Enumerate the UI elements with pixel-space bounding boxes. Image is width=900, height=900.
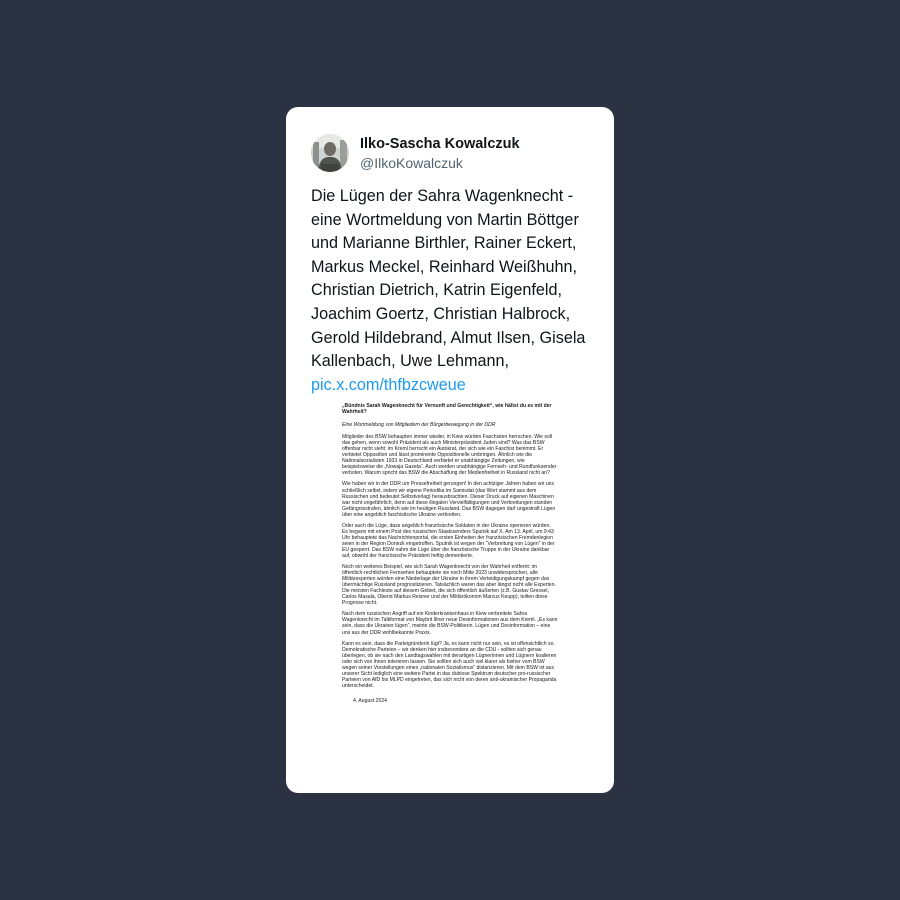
document-title: „Bündnis Sarah Wagenknecht für Vernunft und Gerechtigkeit“, wie hältst du es mit der Wahrheit? [342, 403, 552, 416]
tweet-text: Die Lügen der Sahra Wagenknecht - eine Wortmeldung von Martin Böttger und Marianne Birthler, Rainer Eckert, Markus Meckel, Reinhard Weißhuhn, Christian Dietrich, Katrin Eigenfeld, Joachim Goertz, Christian Halbrock, Gerold Hildebrand, Almut Ilsen, Gisela Kallenbach, Uwe Lehmann, [311, 187, 586, 371]
document-date: 4. August 2024 [353, 697, 387, 704]
attached-document-image[interactable] [342, 403, 558, 709]
tweet-header [311, 133, 520, 173]
author-handle[interactable]: @IlkoKowalczuk [360, 154, 463, 171]
tweet-media-link[interactable]: pic.x.com/thfbzcweue [311, 375, 466, 394]
profile-photo-icon[interactable] [311, 134, 349, 172]
document-paragraph: Noch ein weiteres Beispiel, wie sich Sarah Wagenknecht von der Wahrheit entfernt: im öffentlich-rechtlichen Fernsehen behauptete sie noch Mitte 2023 unwidersprochen, alle Militärexperten würden eine Niederlage der Ukraine in ihrem Verteidigungskampf gegen das übermächtige Russland prognostizieren. Tatsächlich waren das aber längst nicht alle Experten. Die meisten Fachleute auf diesem Gebiet, die sich öffentlich äußerten (z.B. Gustav Gressel, Carlos Masala, Oberst Markus Reisner und der Militärökonom Marcus Keupp), teilten diese Prognose nicht. [342, 564, 556, 607]
document-paragraph: Mitglieder des BSW behaupten immer wieder, in Kiew würden Faschisten herrschen. Wie soll das gehen, wenn sowohl Präsident als auch Ministerpräsident Juden sind? Was das BSW offenbar nicht sieht: im Kreml herrscht ein Autokrat, der sich wie ein Faschist benimmt. Er verbietet Opposition und lässt prominente Oppositionelle umbringen. Ähnlich wie die Nationalsozialisten 1933 in Deutschland verbietet er unabhängige Zeitungen, wie beispielsweise die „Nowaja Gazeta“. Auch werden unabhängige Fernseh- und Rundfunksender verboten. Warum spricht das BSW die Abschaffung der Medienfreiheit in Russland nicht an? [342, 434, 557, 477]
document-paragraph: Wie haben wir in der DDR um Pressefreiheit gerungen! In den achtziger Jahren haben wir uns schließlich selbst, indem wir eigene Periodika im Samisdat (das Wort stammt aus dem Russischen und bedeutet Selbstverlag) herausbrachten. Dieser Druck auf eigenen Maschinen war nicht ungefährlich, denn auf diese illegalen Vervielfältigungen und Verbreitungen standen Gefängnisstrafen, ähnlich wie im heutigen Russland. Das BSW dagegen darf ungestraft Lügen über eine angeblich faschistische Ukraine verbreiten. [342, 481, 556, 518]
document-paragraph: Kann es sein, dass die Parteigründerin lügt? Ja, es kann nicht nur sein, es ist offensichtlich so. Demokratische Parteien – wir denken hier insbesondere an die CDU - sollten sich genau überlegen, ob sie nach den Landtagswahlen mit derartigen Lügnerinnen und Lügnern koalieren oder sich von ihnen tolerieren lassen. Sie sollten sich auch viel klarer als bisher vom BSW wegen seiner Vorstellungen eines „nationalen Sozialismus“ distanzieren. Mit dem BSW ist aus unserer Sicht lediglich eine weitere Partei in das dubiose Spektrum deutscher pro-russischer Parteien von AfD bis MLPD eingetreten, das sich nicht von deren anti-ukrainischer Propaganda unterscheidet. [342, 640, 557, 689]
avatar-image [311, 134, 349, 172]
document-paragraph: Oder auch die Lüge, dass angeblich französische Soldaten in der Ukraine operieren würden. Es begann mit einem Post des russischen Staatssenders Sputnik auf X. Am 13. April, um 9:43 Uhr behauptete das Nachrichtenportal, die ersten Einheiten der französischen Fremdenlegion seien in der Region Donezk eingetroffen. Sputnik ist wegen der “Verbreitung von Lügen” in der EU gesperrt. Das BSW nahm die Lüge über die französische Truppe in der Ukraine dankbar auf, obwohl der französische Präsident heftig dementierte. [342, 522, 555, 559]
document-paragraph: Nach dem russischen Angriff auf ein Kinderkrankenhaus in Kiew verbreitete Sahra Wagenknecht im Talkformat von Maybrit Illner neue Desinformationen aus dem Kreml. „Es kann sein, dass die Ukrainer lügen“, meinte die BSW-Politikerin. Lügen und Desinformation – eine uns aus der DDR wohlbekannte Praxis. [342, 611, 558, 636]
document-subtitle: Eine Wortmeldung von Mitgliedern der Bürgerbewegung in der DDR [342, 422, 496, 429]
author-names [360, 135, 520, 172]
tweet-body [311, 185, 596, 397]
tweet-card [286, 107, 614, 793]
author-display-name[interactable]: Ilko-Sascha Kowalczuk [360, 135, 520, 152]
